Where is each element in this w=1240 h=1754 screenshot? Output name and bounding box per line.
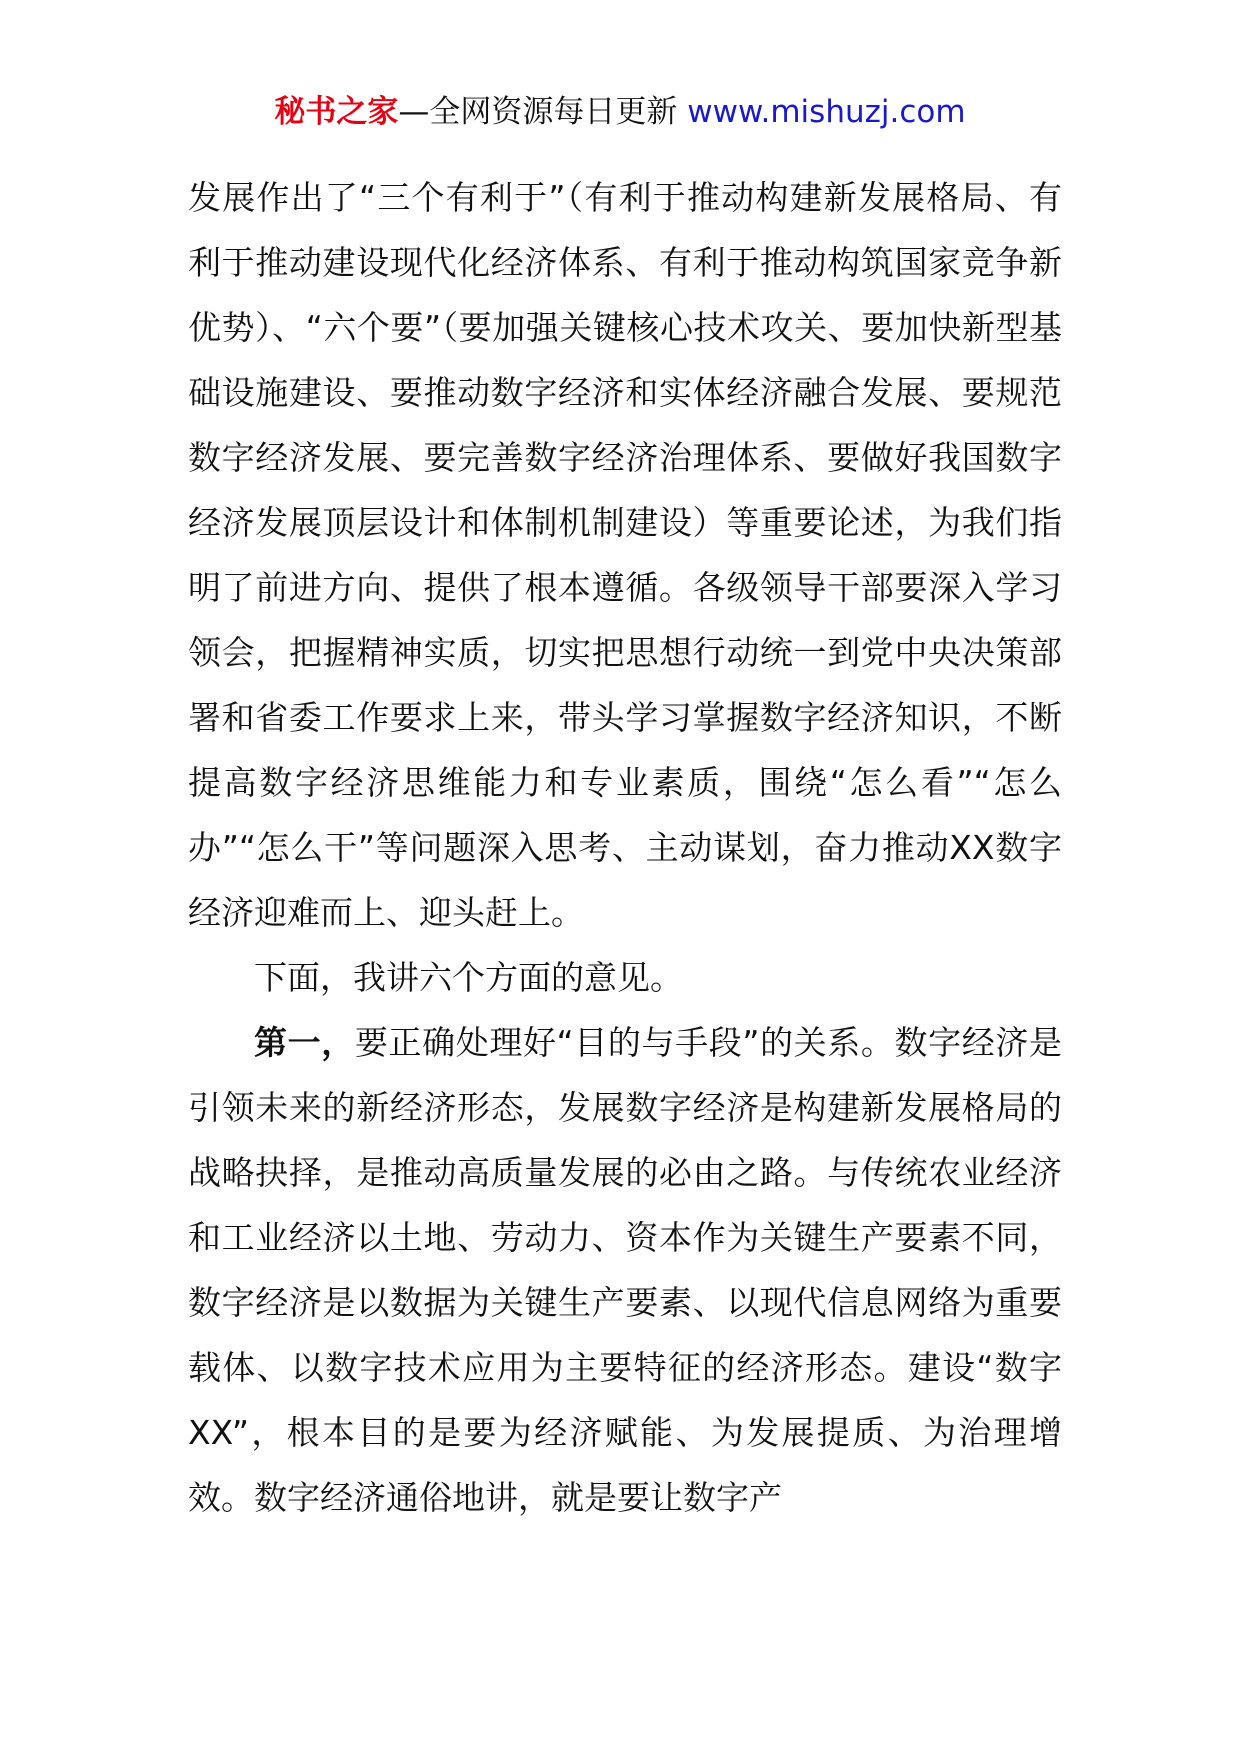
site-url-link[interactable]: www.mishuzj.com xyxy=(687,94,966,130)
paragraph-intro: 下面，我讲六个方面的意见。 xyxy=(254,958,683,997)
document-body xyxy=(188,165,1062,1530)
site-tagline: —全网资源每日更新 xyxy=(398,94,678,130)
paragraph-continued: 发展作出了“三个有利于”（有利于推动构建新发展格局、有利于推动建设现代化经济体系、有利于推动构筑国家竞争新优势）、“六个要”（要加强关键核心技术攻关、要加快新型基础设施建设、要推动数字经济和实体经济融合发展、要规范数字经济发展、要完善数字经济治理体系、要做好我国数字经济发展顶层设计和体制机制建设）等重要论述，为我们指明了前进方向、提供了根本遵循。各级领导干部要深入学习领会，把握精神实质，切实把思想行动统一到党中央决策部署和省委工作要求上来，带头学习掌握数字经济知识，不断提高数字经济思维能力和专业素质，围绕“怎么看”“怎么办”“怎么干”等问题深入思考、主动谋划，奋力推动XX数字经济迎难而上、迎头赶上。 xyxy=(188,178,1062,932)
point-text: 要正确处理好“目的与手段”的关系。数字经济是引领未来的新经济形态，发展数字经济是构建新发展格局的战略抉择，是推动高质量发展的必由之路。与传统农业经济和工业经济以土地、劳动力、资本作为关键生产要素不同，数字经济是以数据为关键生产要素、以现代信息网络为重要载体、以数字技术应用为主要特征的经济形态。建设“数字XX”，根本目的是要为经济赋能、为发展提质、为治理增效。数字经济通俗地讲，就是要让数字产 xyxy=(188,1023,1062,1517)
site-brand: 秘书之家 xyxy=(274,94,399,130)
point-lead: 第一， xyxy=(254,1023,355,1062)
site-header xyxy=(0,92,1240,132)
paragraph-first-point xyxy=(188,1010,1062,1530)
